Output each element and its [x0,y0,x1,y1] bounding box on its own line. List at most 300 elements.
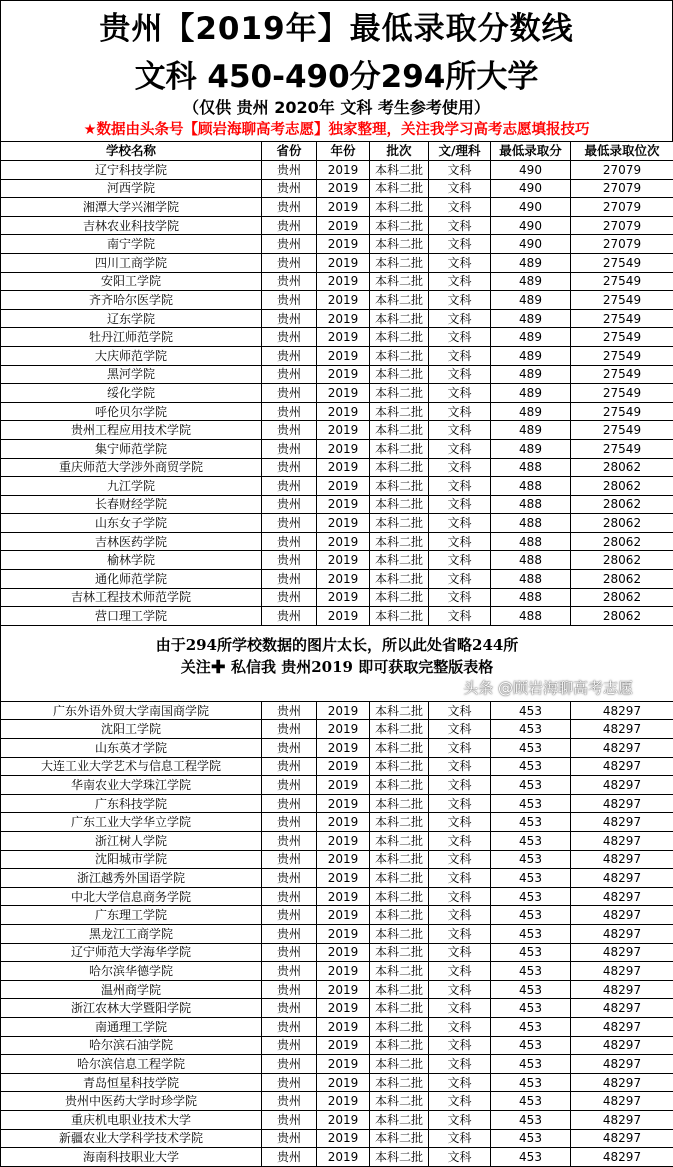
column-header-batch: 批次 [370,142,429,161]
min-score-cell: 488 [491,551,571,570]
school-name-cell: 吉林工程技术师范学院 [1,588,262,607]
min-score-cell: 453 [491,739,571,758]
min-score-cell: 453 [491,924,571,943]
year-cell: 2019 [317,720,370,739]
batch-cell: 本科二批 [370,1073,429,1092]
track-cell: 文科 [429,1092,491,1111]
province-cell: 贵州 [262,999,317,1018]
min-rank-cell: 48297 [571,813,673,832]
batch-cell: 本科二批 [370,161,429,180]
batch-cell: 本科二批 [370,962,429,981]
watermark: 头条 @顾岩海聊高考志愿 [1,678,673,698]
table-row [1,757,673,776]
table-row [1,1129,673,1148]
school-name-cell: 广东工业大学华立学院 [1,813,262,832]
min-rank-cell: 48297 [571,1129,673,1148]
province-cell: 贵州 [262,495,317,514]
year-cell: 2019 [317,924,370,943]
batch-cell: 本科二批 [370,328,429,347]
min-rank-cell: 27549 [571,346,673,365]
batch-cell: 本科二批 [370,757,429,776]
batch-cell: 本科二批 [370,739,429,758]
school-name-cell: 齐齐哈尔医学院 [1,291,262,310]
province-cell: 贵州 [262,402,317,421]
batch-cell: 本科二批 [370,179,429,198]
province-cell: 贵州 [262,291,317,310]
track-cell: 文科 [429,253,491,272]
batch-cell: 本科二批 [370,607,429,626]
province-cell: 贵州 [262,1148,317,1167]
table-row [1,739,673,758]
school-name-cell: 贵州中医药大学时珍学院 [1,1092,262,1111]
year-cell: 2019 [317,328,370,347]
table-row [1,869,673,888]
min-rank-cell: 27549 [571,272,673,291]
school-name-cell: 温州商学院 [1,980,262,999]
school-name-cell: 营口理工学院 [1,607,262,626]
province-cell: 贵州 [262,869,317,888]
track-cell: 文科 [429,850,491,869]
school-name-cell: 绥化学院 [1,384,262,403]
min-score-cell: 488 [491,588,571,607]
batch-cell: 本科二批 [370,999,429,1018]
min-rank-cell: 48297 [571,850,673,869]
province-cell: 贵州 [262,551,317,570]
track-cell: 文科 [429,607,491,626]
batch-cell: 本科二批 [370,402,429,421]
min-score-cell: 489 [491,346,571,365]
province-cell: 贵州 [262,832,317,851]
province-cell: 贵州 [262,924,317,943]
school-name-cell: 辽宁科技学院 [1,161,262,180]
school-name-cell: 大庆师范学院 [1,346,262,365]
school-name-cell: 中北大学信息商务学院 [1,887,262,906]
year-cell: 2019 [317,1129,370,1148]
year-cell: 2019 [317,402,370,421]
min-score-cell: 453 [491,813,571,832]
min-score-cell: 489 [491,384,571,403]
min-score-cell: 490 [491,179,571,198]
year-cell: 2019 [317,551,370,570]
batch-cell: 本科二批 [370,813,429,832]
track-cell: 文科 [429,1129,491,1148]
province-cell: 贵州 [262,514,317,533]
min-score-cell: 488 [491,477,571,496]
year-cell: 2019 [317,346,370,365]
min-rank-cell: 27549 [571,421,673,440]
province-cell: 贵州 [262,776,317,795]
track-cell: 文科 [429,421,491,440]
min-score-cell: 453 [491,906,571,925]
province-cell: 贵州 [262,309,317,328]
omission-note-row [1,625,673,701]
min-rank-cell: 48297 [571,906,673,925]
min-rank-cell: 48297 [571,924,673,943]
school-name-cell: 黑河学院 [1,365,262,384]
min-rank-cell: 48297 [571,999,673,1018]
table-row [1,999,673,1018]
min-rank-cell: 28062 [571,607,673,626]
province-cell: 贵州 [262,458,317,477]
province-cell: 贵州 [262,384,317,403]
province-cell: 贵州 [262,477,317,496]
table-row [1,161,673,180]
batch-cell: 本科二批 [370,850,429,869]
track-cell: 文科 [429,1017,491,1036]
track-cell: 文科 [429,739,491,758]
min-rank-cell: 27549 [571,328,673,347]
school-name-cell: 集宁师范学院 [1,439,262,458]
school-name-cell: 沈阳城市学院 [1,850,262,869]
table-row [1,924,673,943]
min-rank-cell: 27549 [571,439,673,458]
min-rank-cell: 27549 [571,384,673,403]
track-cell: 文科 [429,179,491,198]
year-cell: 2019 [317,458,370,477]
batch-cell: 本科二批 [370,365,429,384]
table-row [1,458,673,477]
min-score-cell: 488 [491,514,571,533]
min-score-cell: 453 [491,1092,571,1111]
table-row [1,179,673,198]
track-cell: 文科 [429,999,491,1018]
batch-cell: 本科二批 [370,458,429,477]
track-cell: 文科 [429,216,491,235]
school-name-cell: 浙江农林大学暨阳学院 [1,999,262,1018]
min-score-cell: 489 [491,253,571,272]
school-name-cell: 广东理工学院 [1,906,262,925]
year-cell: 2019 [317,813,370,832]
track-cell: 文科 [429,980,491,999]
table-row [1,551,673,570]
batch-cell: 本科二批 [370,439,429,458]
school-name-cell: 青岛恒星科技学院 [1,1073,262,1092]
track-cell: 文科 [429,869,491,888]
batch-cell: 本科二批 [370,291,429,310]
batch-cell: 本科二批 [370,495,429,514]
min-score-cell: 453 [491,1148,571,1167]
school-name-cell: 重庆机电职业技术大学 [1,1110,262,1129]
school-name-cell: 浙江树人学院 [1,832,262,851]
year-cell: 2019 [317,477,370,496]
province-cell: 贵州 [262,421,317,440]
track-cell: 文科 [429,161,491,180]
province-cell: 贵州 [262,216,317,235]
school-name-cell: 广东科技学院 [1,794,262,813]
table-row [1,495,673,514]
min-score-cell: 489 [491,402,571,421]
min-rank-cell: 48297 [571,757,673,776]
year-cell: 2019 [317,1110,370,1129]
year-cell: 2019 [317,291,370,310]
omission-note [1,625,673,701]
batch-cell: 本科二批 [370,869,429,888]
page-header [0,0,673,141]
school-name-cell: 黑龙江工商学院 [1,924,262,943]
school-name-cell: 辽东学院 [1,309,262,328]
province-cell: 贵州 [262,906,317,925]
min-rank-cell: 48297 [571,1092,673,1111]
year-cell: 2019 [317,384,370,403]
year-cell: 2019 [317,235,370,254]
school-name-cell: 浙江越秀外国语学院 [1,869,262,888]
year-cell: 2019 [317,869,370,888]
province-cell: 贵州 [262,179,317,198]
year-cell: 2019 [317,1148,370,1167]
batch-cell: 本科二批 [370,198,429,217]
track-cell: 文科 [429,477,491,496]
min-score-cell: 453 [491,962,571,981]
table-row [1,216,673,235]
omission-note-line2: 关注✚ 私信我 贵州2019 即可获取完整版表格 [1,656,673,678]
track-cell: 文科 [429,1036,491,1055]
track-cell: 文科 [429,439,491,458]
min-score-cell: 453 [491,794,571,813]
table-row [1,272,673,291]
year-cell: 2019 [317,439,370,458]
table-row [1,309,673,328]
min-score-cell: 489 [491,272,571,291]
table-row [1,1017,673,1036]
batch-cell: 本科二批 [370,1129,429,1148]
school-name-cell: 湘潭大学兴湘学院 [1,198,262,217]
year-cell: 2019 [317,980,370,999]
track-cell: 文科 [429,402,491,421]
table-row [1,570,673,589]
school-name-cell: 南通理工学院 [1,1017,262,1036]
track-cell: 文科 [429,291,491,310]
batch-cell: 本科二批 [370,720,429,739]
page-title: 贵州【2019年】最低录取分数线 [1,1,672,57]
min-rank-cell: 28062 [571,588,673,607]
school-name-cell: 牡丹江师范学院 [1,328,262,347]
min-rank-cell: 48297 [571,1110,673,1129]
province-cell: 贵州 [262,365,317,384]
batch-cell: 本科二批 [370,346,429,365]
table-row [1,421,673,440]
min-rank-cell: 27549 [571,365,673,384]
batch-cell: 本科二批 [370,551,429,570]
batch-cell: 本科二批 [370,794,429,813]
min-rank-cell: 48297 [571,1073,673,1092]
table-header-row [1,142,673,161]
min-rank-cell: 28062 [571,477,673,496]
min-rank-cell: 48297 [571,943,673,962]
batch-cell: 本科二批 [370,980,429,999]
batch-cell: 本科二批 [370,906,429,925]
batch-cell: 本科二批 [370,384,429,403]
province-cell: 贵州 [262,439,317,458]
min-rank-cell: 48297 [571,794,673,813]
min-rank-cell: 28062 [571,514,673,533]
min-score-cell: 453 [491,776,571,795]
year-cell: 2019 [317,1073,370,1092]
table-row [1,720,673,739]
table-row [1,514,673,533]
table-row [1,235,673,254]
province-cell: 贵州 [262,887,317,906]
min-rank-cell: 28062 [571,570,673,589]
min-rank-cell: 27549 [571,309,673,328]
min-score-cell: 488 [491,495,571,514]
batch-cell: 本科二批 [370,421,429,440]
province-cell: 贵州 [262,1036,317,1055]
province-cell: 贵州 [262,198,317,217]
min-score-cell: 453 [491,999,571,1018]
table-row [1,1092,673,1111]
min-rank-cell: 48297 [571,887,673,906]
min-score-cell: 453 [491,720,571,739]
track-cell: 文科 [429,832,491,851]
track-cell: 文科 [429,887,491,906]
page-subtitle-main: 文科 450-490分294所大学 [1,57,672,97]
min-rank-cell: 27079 [571,235,673,254]
min-score-cell: 453 [491,757,571,776]
year-cell: 2019 [317,757,370,776]
table-row [1,906,673,925]
column-header-track: 文/理科 [429,142,491,161]
school-name-cell: 吉林农业科技学院 [1,216,262,235]
min-score-cell: 488 [491,532,571,551]
school-name-cell: 通化师范学院 [1,570,262,589]
omission-note-line1: 由于294所学校数据的图片太长，所以此处省略244所 [1,634,673,656]
min-rank-cell: 48297 [571,1036,673,1055]
table-row [1,365,673,384]
year-cell: 2019 [317,701,370,720]
table-row [1,1073,673,1092]
province-cell: 贵州 [262,980,317,999]
min-score-cell: 453 [491,1110,571,1129]
batch-cell: 本科二批 [370,532,429,551]
province-cell: 贵州 [262,1110,317,1129]
min-rank-cell: 48297 [571,1055,673,1074]
min-score-cell: 453 [491,887,571,906]
year-cell: 2019 [317,514,370,533]
school-name-cell: 哈尔滨信息工程学院 [1,1055,262,1074]
province-cell: 贵州 [262,794,317,813]
min-score-cell: 488 [491,607,571,626]
min-score-cell: 489 [491,328,571,347]
batch-cell: 本科二批 [370,924,429,943]
batch-cell: 本科二批 [370,832,429,851]
min-rank-cell: 48297 [571,832,673,851]
batch-cell: 本科二批 [370,272,429,291]
track-cell: 文科 [429,701,491,720]
min-score-cell: 453 [491,850,571,869]
table-row [1,813,673,832]
province-cell: 贵州 [262,1055,317,1074]
table-row [1,439,673,458]
min-rank-cell: 27079 [571,161,673,180]
school-name-cell: 呼伦贝尔学院 [1,402,262,421]
min-rank-cell: 28062 [571,532,673,551]
school-name-cell: 榆林学院 [1,551,262,570]
year-cell: 2019 [317,999,370,1018]
school-name-cell: 新疆农业大学科学技术学院 [1,1129,262,1148]
batch-cell: 本科二批 [370,253,429,272]
table-row [1,291,673,310]
school-name-cell: 山东女子学院 [1,514,262,533]
min-score-cell: 489 [491,439,571,458]
year-cell: 2019 [317,607,370,626]
track-cell: 文科 [429,570,491,589]
batch-cell: 本科二批 [370,1110,429,1129]
school-name-cell: 安阳工学院 [1,272,262,291]
track-cell: 文科 [429,384,491,403]
track-cell: 文科 [429,813,491,832]
table-row [1,887,673,906]
year-cell: 2019 [317,832,370,851]
table-row [1,1036,673,1055]
school-name-cell: 哈尔滨石油学院 [1,1036,262,1055]
track-cell: 文科 [429,551,491,570]
year-cell: 2019 [317,739,370,758]
column-header-min-score: 最低录取分 [491,142,571,161]
province-cell: 贵州 [262,1017,317,1036]
batch-cell: 本科二批 [370,588,429,607]
school-name-cell: 山东英才学院 [1,739,262,758]
table-row [1,850,673,869]
table-row [1,980,673,999]
year-cell: 2019 [317,943,370,962]
min-score-cell: 453 [491,980,571,999]
province-cell: 贵州 [262,235,317,254]
batch-cell: 本科二批 [370,216,429,235]
table-row [1,962,673,981]
min-rank-cell: 48297 [571,962,673,981]
min-score-cell: 453 [491,1017,571,1036]
score-table [0,141,673,1167]
min-score-cell: 490 [491,216,571,235]
min-score-cell: 453 [491,832,571,851]
batch-cell: 本科二批 [370,1055,429,1074]
table-row [1,346,673,365]
year-cell: 2019 [317,365,370,384]
track-cell: 文科 [429,198,491,217]
batch-cell: 本科二批 [370,1092,429,1111]
province-cell: 贵州 [262,607,317,626]
source-notice: ★数据由头条号【顾岩海聊高考志愿】独家整理，关注我学习高考志愿填报技巧 [1,119,672,141]
school-name-cell: 广东外语外贸大学南国商学院 [1,701,262,720]
table-row [1,477,673,496]
school-name-cell: 重庆师范大学涉外商贸学院 [1,458,262,477]
table-row [1,1055,673,1074]
table-row [1,794,673,813]
school-name-cell: 海南科技职业大学 [1,1148,262,1167]
track-cell: 文科 [429,1055,491,1074]
min-score-cell: 489 [491,365,571,384]
min-score-cell: 453 [491,701,571,720]
track-cell: 文科 [429,794,491,813]
min-score-cell: 490 [491,235,571,254]
school-name-cell: 华南农业大学珠江学院 [1,776,262,795]
column-header-school-name: 学校名称 [1,142,262,161]
province-cell: 贵州 [262,161,317,180]
school-name-cell: 长春财经学院 [1,495,262,514]
batch-cell: 本科二批 [370,1017,429,1036]
min-rank-cell: 27549 [571,291,673,310]
table-row [1,384,673,403]
province-cell: 贵州 [262,328,317,347]
table-row [1,776,673,795]
province-cell: 贵州 [262,588,317,607]
year-cell: 2019 [317,421,370,440]
year-cell: 2019 [317,588,370,607]
min-rank-cell: 48297 [571,869,673,888]
min-rank-cell: 27549 [571,402,673,421]
track-cell: 文科 [429,328,491,347]
min-rank-cell: 48297 [571,1148,673,1167]
